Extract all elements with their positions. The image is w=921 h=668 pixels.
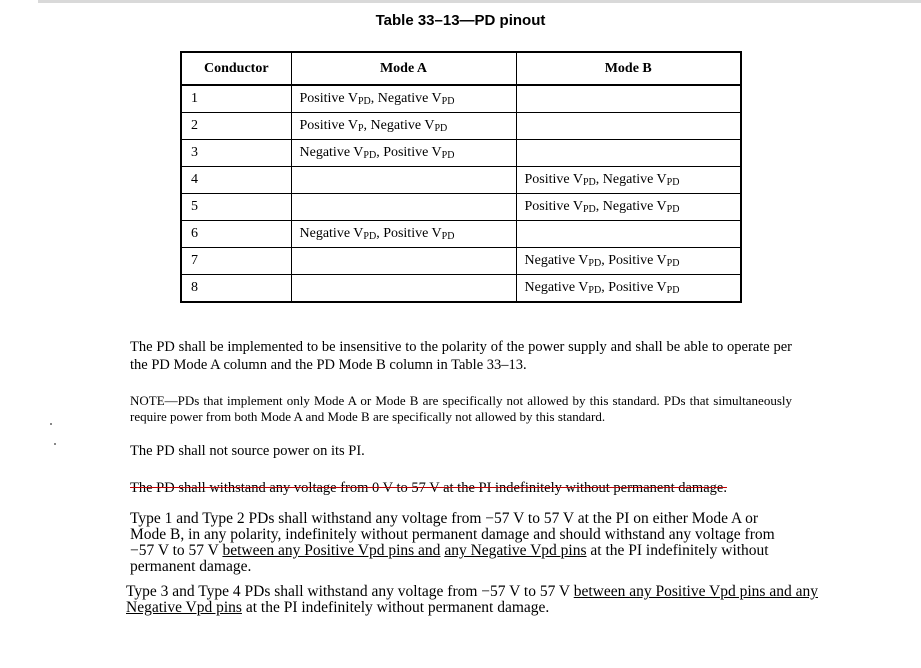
- mode-b-cell: [516, 275, 741, 303]
- cell-text: , Positive V: [376, 226, 442, 241]
- table-row: [181, 113, 741, 140]
- inserted-text: between any Positive Vpd pins and any: [573, 583, 818, 600]
- cell-text: , Positive V: [601, 253, 667, 268]
- cell-subscript: PD: [666, 258, 680, 269]
- cell-text: , Negative V: [595, 172, 667, 187]
- header-conductor: Conductor: [181, 52, 291, 85]
- cell-text: , Negative V: [370, 91, 442, 106]
- type12-line-3-end: at the PI indefinitely without: [586, 542, 769, 559]
- cell-subscript: PD: [441, 231, 455, 242]
- conductor-cell: 3: [181, 140, 291, 167]
- cell-subscript: PD: [582, 177, 596, 188]
- type34-line-2-end: at the PI indefinitely without permanent damage.: [241, 599, 550, 616]
- cell-subscript: PD: [666, 204, 680, 215]
- conductor-cell: 2: [181, 113, 291, 140]
- type12-line-1: Type 1 and Type 2 PDs shall withstand any voltage from −57 V to 57 V at the PI on either Mode A or: [130, 510, 759, 527]
- paragraph-polarity: The PD shall be implemented to be insensitive to the polarity of the power supply and shall be able to operate per the PD Mode A column and the PD Mode B column in Table 33–13.: [130, 339, 792, 373]
- mode-a-cell: [291, 194, 516, 221]
- cell-subscript: PD: [441, 96, 455, 107]
- cell-subscript: PD: [588, 285, 602, 296]
- cell-subscript: PD: [582, 204, 596, 215]
- cell-text: Positive V: [524, 172, 583, 187]
- cell-subscript: PD: [357, 96, 371, 107]
- cell-subscript: P: [357, 123, 364, 134]
- margin-mark: [54, 443, 56, 445]
- type12-line-2: Mode B, in any polarity, indefinitely without permanent damage and should withstand any voltage from: [130, 526, 775, 543]
- conductor-cell: 5: [181, 194, 291, 221]
- pd-pinout-table: [180, 51, 742, 303]
- table-row: [181, 248, 741, 275]
- type34-line-2: [126, 600, 836, 616]
- table-title: Table 33–13—PD pinout: [375, 12, 546, 29]
- mode-a-cell: [291, 221, 516, 248]
- mode-a-cell: [291, 248, 516, 275]
- table-header-row: [181, 52, 741, 85]
- mode-a-cell: [291, 275, 516, 303]
- cell-subscript: PD: [666, 177, 680, 188]
- header-mode-b: Mode B: [516, 52, 741, 85]
- paragraph-type3-type4: [126, 584, 836, 616]
- conductor-cell: 7: [181, 248, 291, 275]
- paragraph-type1-type2: [130, 511, 840, 575]
- mode-a-cell: [291, 85, 516, 113]
- table-row: [181, 167, 741, 194]
- mode-b-cell: [516, 194, 741, 221]
- cell-text: Negative V: [299, 145, 364, 160]
- cell-subscript: PD: [363, 150, 377, 161]
- struck-paragraph: The PD shall withstand any voltage from 0 V to 57 V at the PI indefinitely without permanent damage.: [130, 480, 727, 496]
- type12-line-3-start: −57 V to 57 V: [130, 542, 223, 559]
- conductor-cell: 6: [181, 221, 291, 248]
- mode-b-cell: [516, 113, 741, 140]
- cell-text: Positive V: [299, 118, 358, 133]
- header-mode-a: Mode A: [291, 52, 516, 85]
- cell-text: , Negative V: [595, 199, 667, 214]
- inserted-text: any Negative Vpd pins: [444, 542, 587, 559]
- table-row: [181, 221, 741, 248]
- type12-line-3: [130, 543, 840, 559]
- cell-subscript: PD: [441, 150, 455, 161]
- table-row: [181, 140, 741, 167]
- cell-text: Positive V: [299, 91, 358, 106]
- inserted-text: Negative Vpd pins: [126, 599, 242, 616]
- note-paragraph: NOTE—PDs that implement only Mode A or Mode B are specifically not allowed by this standard. PDs that simultaneously require power from both Mode A and Mode B are specifically not allowed by this standard.: [130, 393, 792, 424]
- top-rule: [38, 0, 921, 3]
- mode-a-cell: [291, 113, 516, 140]
- cell-text: , Positive V: [376, 145, 442, 160]
- inserted-text: between any Positive Vpd pins and: [222, 542, 441, 559]
- cell-text: Negative V: [299, 226, 364, 241]
- mode-b-cell: [516, 85, 741, 113]
- cell-subscript: PD: [363, 231, 377, 242]
- mode-b-cell: [516, 167, 741, 194]
- type34-line-1: [126, 584, 836, 600]
- type34-line-1-start: Type 3 and Type 4 PDs shall withstand any voltage from −57 V to 57 V: [126, 583, 574, 600]
- table-row: [181, 275, 741, 303]
- cell-text: Negative V: [524, 253, 589, 268]
- mode-a-cell: [291, 167, 516, 194]
- mode-b-cell: [516, 248, 741, 275]
- cell-subscript: PD: [666, 285, 680, 296]
- margin-mark: [50, 423, 52, 425]
- mode-a-cell: [291, 140, 516, 167]
- mode-b-cell: [516, 140, 741, 167]
- table-row: [181, 85, 741, 113]
- cell-text: Negative V: [524, 280, 589, 295]
- paragraph-no-source: The PD shall not source power on its PI.: [130, 443, 365, 459]
- cell-text: Positive V: [524, 199, 583, 214]
- cell-text: , Negative V: [363, 118, 435, 133]
- cell-subscript: PD: [588, 258, 602, 269]
- type12-line-4: permanent damage.: [130, 558, 252, 575]
- cell-text: , Positive V: [601, 280, 667, 295]
- table-row: [181, 194, 741, 221]
- conductor-cell: 4: [181, 167, 291, 194]
- mode-b-cell: [516, 221, 741, 248]
- conductor-cell: 8: [181, 275, 291, 303]
- cell-subscript: PD: [434, 123, 448, 134]
- conductor-cell: 1: [181, 85, 291, 113]
